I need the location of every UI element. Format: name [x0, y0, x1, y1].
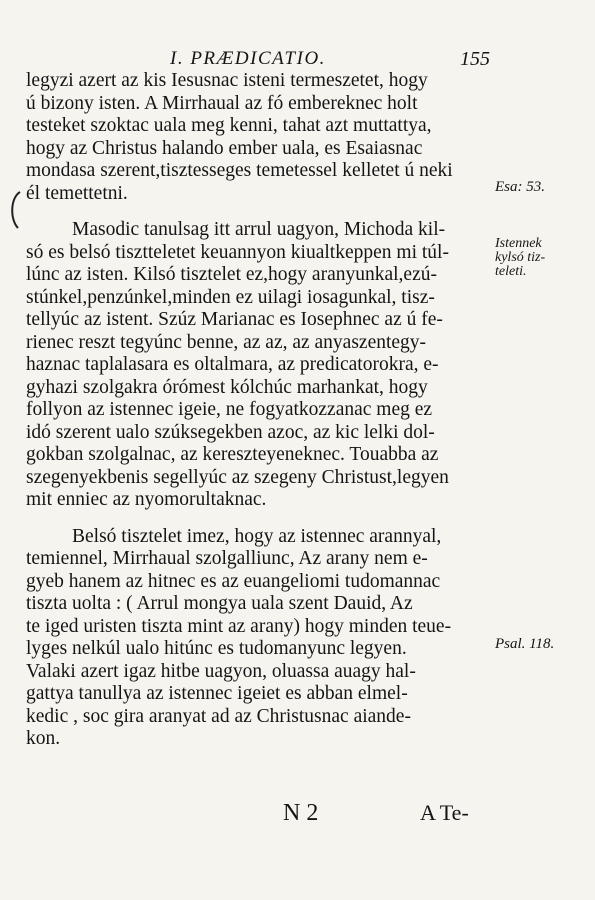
catchword: A Te- — [420, 800, 469, 825]
margin-note-line: kylsó tiz- — [495, 250, 546, 265]
text-line: lyges nelkúl ualo hitúnc es tudomanyunc legyen. — [26, 638, 407, 659]
text-line: él temettetni. — [26, 182, 128, 204]
text-line: te iged uristen tiszta mint az arany) hogy minden teue- — [26, 615, 452, 637]
page-number: 155 — [460, 48, 490, 70]
text-line: hogy az Christus halando ember uala, es Esaiasnac — [26, 137, 423, 159]
text-line: mondasa szerent,tisztesseges temetessel kelletet ú neki — [26, 160, 453, 181]
margin-note-line: teleti. — [495, 264, 527, 279]
bracket-mark-icon — [6, 190, 22, 230]
text-line: gattya tanullya az istennec igeiet es abban elmel- — [26, 683, 408, 704]
paragraph-3 — [26, 526, 492, 751]
text-line: follyon az istennec igeie, ne fogyatkozzanac meg ez — [26, 399, 433, 420]
text-line: Masodic tanulsag itt arrul uagyon, Michoda kil- — [72, 219, 446, 240]
paragraph-2 — [26, 219, 492, 512]
text-line: só es belsó tisztteletet keuannyon kiualtkeppen mi túl- — [26, 241, 449, 263]
text-line: kon. — [26, 728, 61, 749]
text-line: gyeb hanem az hitnec es az euangeliomi tudomannac — [26, 570, 441, 592]
text-line: stúnkel,penzúnkel,minden ez uilagi iosagunkal, tisz- — [26, 286, 435, 308]
text-line: rienec reszt tegyúnc benne, az az, az anyaszentegy- — [26, 331, 427, 353]
margin-note-line: Istennek — [495, 236, 542, 251]
text-line: idó szerent ualo szúksegekben azoc, az kic lelki dol- — [26, 421, 435, 443]
text-line: lúnc az isten. Kilsó tisztelet ez,hogy aranyunkal,ezú- — [26, 264, 437, 285]
text-line: szegenyekbenis segellyúc az szegeny Christust,legyen — [26, 466, 449, 488]
text-line: gyhazi szolgakra órómest kólchúc marhankat, hogy — [26, 376, 428, 398]
running-title: I. PRÆDICATIO. — [170, 48, 326, 69]
text-line: tiszta uolta : ( Arrul mongya uala szent Dauid, Az — [26, 593, 413, 614]
text-line: mit enniec az nyomorultaknac. — [26, 489, 267, 510]
margin-note-psalm: Psal. 118. — [495, 636, 555, 652]
paragraph-1 — [26, 70, 492, 205]
text-line: Valaki azert igaz hitbe uagyon, oluassa auagy hal- — [26, 660, 416, 682]
signature-mark: N 2 — [283, 800, 319, 826]
margin-note-side-heading — [495, 237, 591, 279]
text-line: temiennel, Mirrhaual szolgalliunc, Az arany nem e- — [26, 548, 428, 569]
margin-note-esaias: Esa: 53. — [495, 179, 545, 195]
text-line: testeket szoktac uala meg kenni, tahat azt muttattya, — [26, 115, 432, 136]
text-line: legyzi azert az kis Iesusnac isteni termeszetet, hogy — [26, 70, 428, 91]
text-line: haznac taplalasara es oltalmara, az predicatorokra, e- — [26, 354, 439, 375]
body-text — [26, 70, 492, 751]
text-line: kedic , soc gira aranyat ad az Christusnac aiande- — [26, 705, 411, 727]
text-line: gokban szolgalnac, az kereszteyeneknec. Touabba az — [26, 444, 439, 465]
text-line: Belsó tisztelet imez, hogy az istennec arannyal, — [72, 525, 442, 547]
text-line: ú bizony isten. A Mirrhaual az fó embereknec holt — [26, 92, 418, 114]
text-line: tellyúc az istent. Szúz Marianac es Iosephnec az ú fe- — [26, 309, 443, 330]
